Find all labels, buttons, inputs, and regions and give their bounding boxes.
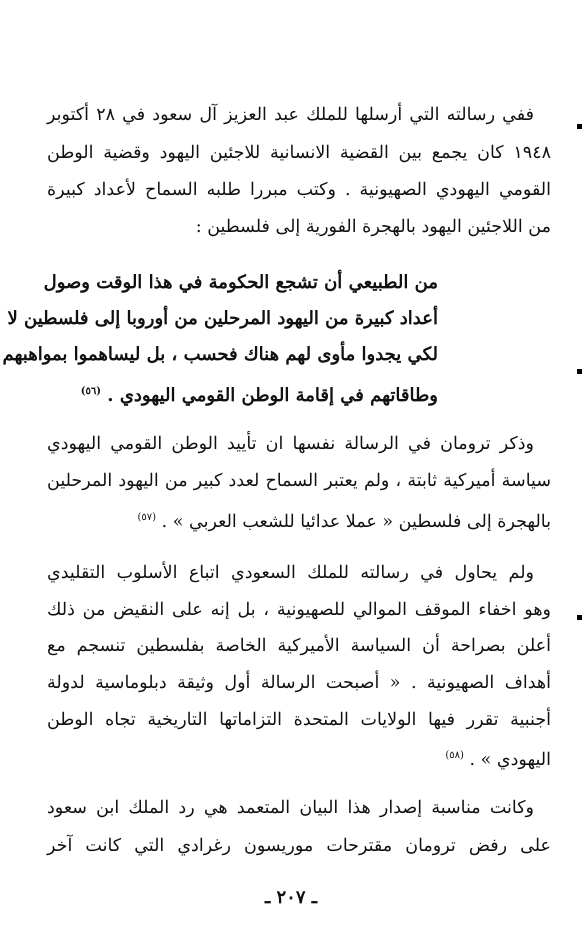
quote-line-text: وطاقاتهم في إقامة الوطن القومي اليهودي . xyxy=(107,385,438,406)
footnote-reference: (٥٨) xyxy=(445,750,464,761)
page-number: ـ ٢٠٧ ـ xyxy=(264,887,318,908)
text-line-content: اليهودي » . xyxy=(469,749,551,770)
quote-line: أعداد كبيرة من اليهود المرحلين من أوروبا إلى فلسطين لا xyxy=(7,308,438,329)
quote-line: من الطبيعي أن تشجع الحكومة في هذا الوقت وصول xyxy=(43,272,438,293)
text-line: سياسة أميركية ثابتة ، ولم يعتبر السماح لعدد كبير من اليهود المرحلين xyxy=(47,471,551,491)
text-line-content: بالهجرة إلى فلسطين « عملا عدائيا للشعب العربي » . xyxy=(161,511,551,532)
text-line: أعلن بصراحة أن السياسة الأميركية الخاصة بفلسطين تنسجم مع xyxy=(47,636,551,656)
text-line: وذكر ترومان في الرسالة نفسها ان تأييد الوطن القومي اليهودي xyxy=(47,434,534,454)
text-line xyxy=(47,500,551,536)
footnote-reference: (٥٦) xyxy=(80,386,102,397)
text-line: وكانت مناسبة إصدار هذا البيان المتعمد هي رد الملك ابن سعود xyxy=(47,798,534,818)
quote-line xyxy=(80,374,438,410)
text-line: القومي اليهودي الصهيونية . وكتب مبررا طلبه السماح لأعداد كبيرة xyxy=(47,180,551,200)
text-line: أهداف الصهيونية . « أصبحت الرسالة أول وثيقة دبلوماسية لدولة xyxy=(47,673,551,693)
text-line: من اللاجئين اليهود بالهجرة الفورية إلى فلسطين : xyxy=(195,217,551,237)
margin-mark xyxy=(577,369,582,374)
text-line: أجنبية تقرر فيها الولايات المتحدة التزاماتها التاريخية تجاه الوطن xyxy=(47,710,551,730)
text-line xyxy=(47,738,551,774)
text-line: ١٩٤٨ كان يجمع بين القضية الانسانية للاجئين اليهود وقضية الوطن xyxy=(47,143,551,163)
margin-mark xyxy=(577,124,582,129)
text-line: وهو اخفاء الموقف الموالي للصهيونية ، بل إنه على النقيض من ذلك xyxy=(47,600,551,620)
text-line: ففي رسالته التي أرسلها للملك عبد العزيز آل سعود في ٢٨ أكتوبر xyxy=(47,105,534,125)
text-line: ولم يحاول في رسالته للملك السعودي اتباع الأسلوب التقليدي xyxy=(47,563,534,583)
quote-line: لكي يجدوا مأوى لهم هناك فحسب ، بل ليساهموا بمواهبهم xyxy=(2,344,438,365)
text-line: على رفض ترومان مقترحات موريسون رغرادي التي كانت آخر xyxy=(47,836,551,856)
footnote-reference: (٥٧) xyxy=(137,512,157,523)
margin-mark xyxy=(577,615,582,620)
